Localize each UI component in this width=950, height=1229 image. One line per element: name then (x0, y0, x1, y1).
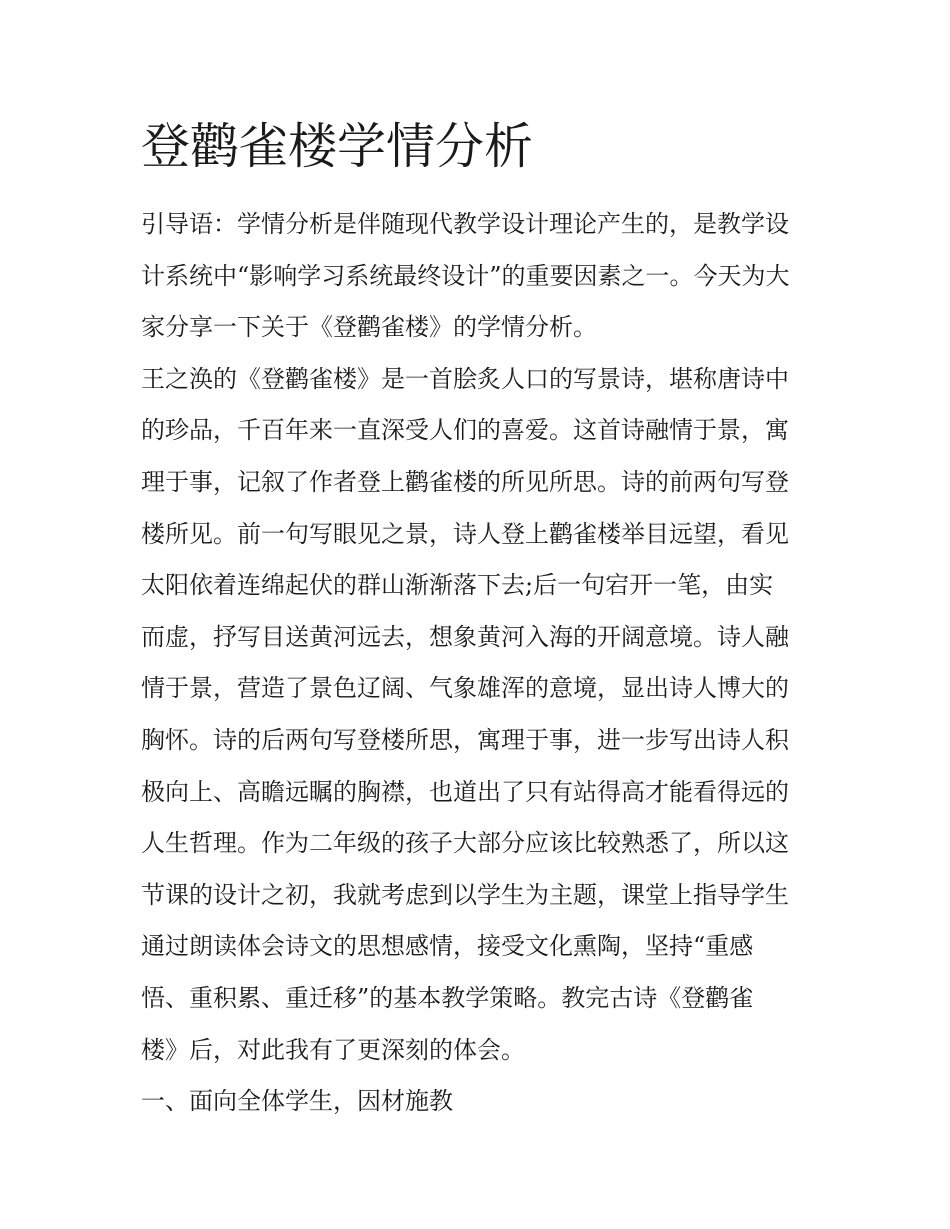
text-line: 家分享一下关于《登鹳雀楼》的学情分析。 (141, 313, 597, 342)
text-line: 人生哲理。作为二年级的孩子大部分应该比较熟悉了，所以这 (141, 829, 789, 858)
text-line: 楼所见。前一句写眼见之景，诗人登上鹳雀楼举目远望，看见 (141, 519, 789, 548)
text-line: 引导语：学情分析是伴随现代教学设计理论产生的，是教学设 (141, 210, 789, 238)
text-line: 理于事，记叙了作者登上鹳雀楼的所见所思。诗的前两句写登 (141, 467, 789, 496)
text-line: 通过朗读体会诗文的思想感情，接受文化熏陶，坚持“重感 (141, 932, 754, 961)
text-line: 情于景，营造了景色辽阔、气象雄浑的意境，显出诗人博大的 (141, 674, 789, 703)
document-body (141, 199, 813, 1128)
text-line: 极向上、高瞻远瞩的胸襟，也道出了只有站得高才能看得远的 (141, 777, 789, 806)
text-line: 楼》后，对此我有了更深刻的体会。 (141, 1035, 525, 1064)
text-line: 计系统中“影响学习系统最终设计”的重要因素之一。今天为大 (141, 261, 790, 290)
text-line: 而虚，抒写目送黄河远去，想象黄河入海的开阔意境。诗人融 (141, 622, 789, 651)
text-line: 胸怀。诗的后两句写登楼所思，寓理于事，进一步写出诗人积 (141, 725, 789, 754)
text-line: 一、面向全体学生，因材施教 (141, 1087, 453, 1116)
section-heading (141, 1076, 813, 1128)
text-line: 王之涣的《登鹳雀楼》是一首脍炙人口的写景诗，堪称唐诗中 (141, 364, 789, 393)
intro-paragraph (141, 199, 813, 354)
page-title: 登鹳雀楼学情分析 (141, 118, 534, 175)
text-line: 的珍品，千百年来一直深受人们的喜爱。这首诗融情于景，寓 (141, 416, 789, 445)
text-line: 节课的设计之初，我就考虑到以学生为主题，课堂上指导学生 (141, 880, 789, 909)
text-line: 太阳依着连绵起伏的群山渐渐落下去;后一句宕开一笔，由实 (141, 571, 774, 600)
analysis-paragraph (141, 354, 813, 1076)
text-line: 悟、重积累、重迁移”的基本教学策略。教完古诗《登鹳雀 (141, 983, 754, 1012)
